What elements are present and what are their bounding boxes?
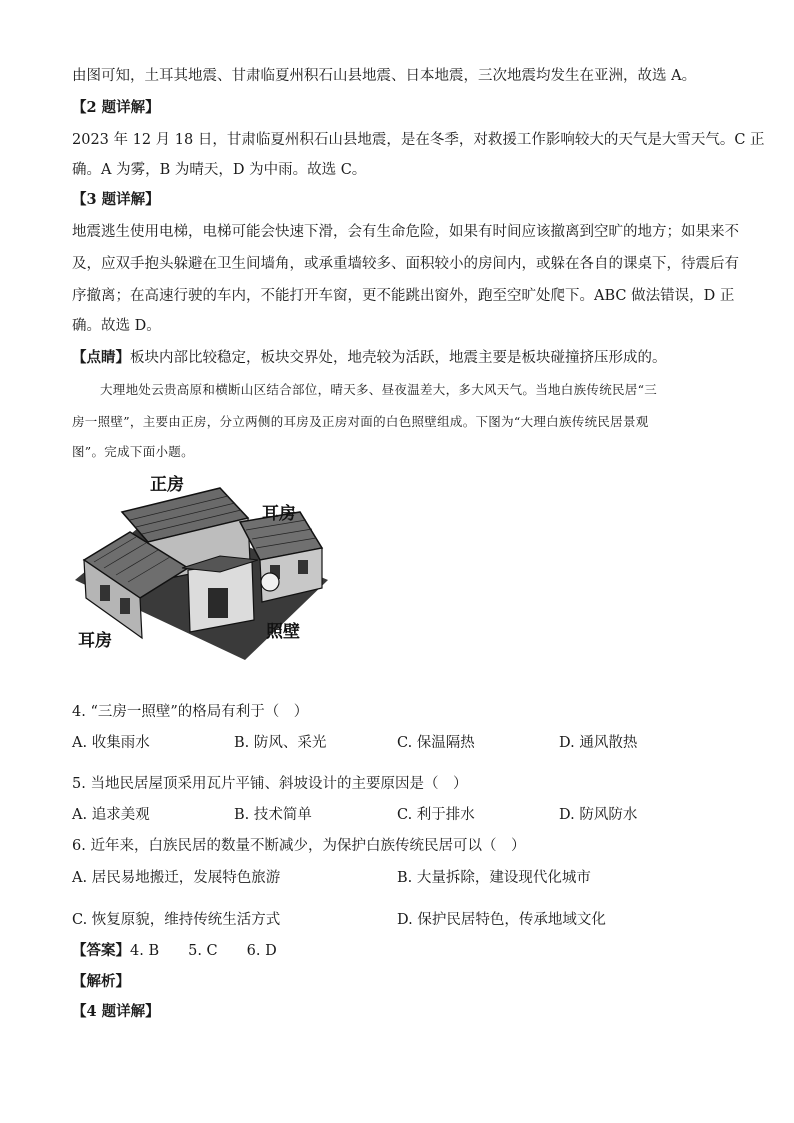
question-4-stem: 4. “三房一照壁”的格局有利于（ ） — [72, 704, 309, 720]
intro-line-a: 大理地处云贵高原和横断山区结合部位，晴天多、昼夜温差大，多大风天气。当地白族传统民居“三 — [100, 382, 658, 397]
q6-option-b: B. 大量拆除，建设现代化城市 — [397, 870, 591, 886]
line-q2-b: 确。A 为雾，B 为晴天，D 为中雨。故选 C。 — [72, 162, 367, 178]
label-side-house-right: 耳房 — [262, 504, 296, 524]
question-5-stem: 5. 当地民居屋顶采用瓦片平铺、斜坡设计的主要原因是（ ） — [72, 776, 468, 792]
tips-tag: 【点睛】 — [72, 349, 130, 366]
q4-option-b: B. 防风、采光 — [234, 735, 327, 751]
analysis-heading: 【解析】 — [72, 973, 130, 990]
q6-option-d: D. 保护民居特色，传承地域文化 — [397, 912, 606, 928]
heading-q2-detail: 【2 题详解】 — [72, 99, 160, 116]
line-q2-a: 2023 年 12 月 18 日，甘肃临夏州积石山县地震，是在冬季，对救援工作影响较大的天气是大雪天气。C 正 — [72, 132, 765, 148]
answer-tag: 【答案】 — [72, 942, 130, 959]
line-q3-d: 确。故选 D。 — [72, 318, 161, 334]
q5-option-b: B. 技术简单 — [234, 807, 312, 823]
intro-line-b: 房一照壁”，主要由正房，分立两侧的耳房及正房对面的白色照壁组成。下图为“大理白族传统民居景观 — [72, 414, 649, 429]
q5-option-c: C. 利于排水 — [397, 807, 475, 823]
q4-option-d: D. 通风散热 — [559, 735, 638, 751]
answer-line — [72, 941, 277, 961]
heading-q4-detail: 【4 题详解】 — [72, 1003, 160, 1020]
q5-option-a: A. 追求美观 — [72, 807, 150, 823]
tips-text: 板块内部比较稳定，板块交界处，地壳较为活跃，地震主要是板块碰撞挤压形成的。 — [130, 350, 667, 366]
line-q3-c: 序撤离；在高速行驶的车内，不能打开车窗，更不能跳出窗外，跑至空旷处爬下。ABC 做法错误，D 正 — [72, 288, 735, 304]
answer-text: 4. B 5. C 6. D — [130, 943, 277, 959]
line-q3-a: 地震逃生使用电梯，电梯可能会快速下滑，会有生命危险，如果有时间应该撤离到空旷的地方；如果来不 — [72, 224, 739, 240]
line-answer-1-conclusion: 由图可知，土耳其地震、甘肃临夏州积石山县地震、日本地震，三次地震均发生在亚洲，故选 A。 — [72, 68, 697, 84]
q4-option-a: A. 收集雨水 — [72, 735, 150, 751]
tips-paragraph — [72, 348, 667, 368]
screen-wall-ornament — [261, 573, 279, 591]
q4-option-c: C. 保温隔热 — [397, 735, 475, 751]
q5-option-d: D. 防风防水 — [559, 807, 638, 823]
label-side-house-left: 耳房 — [78, 631, 112, 651]
bai-dwelling-figure — [70, 470, 340, 660]
label-main-house: 正房 — [150, 475, 184, 495]
heading-q3-detail: 【3 题详解】 — [72, 191, 160, 208]
question-6-stem: 6. 近年来，白族民居的数量不断减少，为保护白族传统民居可以（ ） — [72, 838, 526, 854]
q6-option-c: C. 恢复原貌，维持传统生活方式 — [72, 912, 281, 928]
q6-option-a: A. 居民易地搬迁，发展特色旅游 — [72, 870, 281, 886]
line-q3-b: 及，应双手抱头躲避在卫生间墙角，或承重墙较多、面积较小的房间内，或躲在各自的课桌下，待震后有 — [72, 256, 739, 272]
intro-line-c: 图”。完成下面小题。 — [72, 444, 194, 459]
label-screen-wall: 照壁 — [266, 622, 300, 642]
